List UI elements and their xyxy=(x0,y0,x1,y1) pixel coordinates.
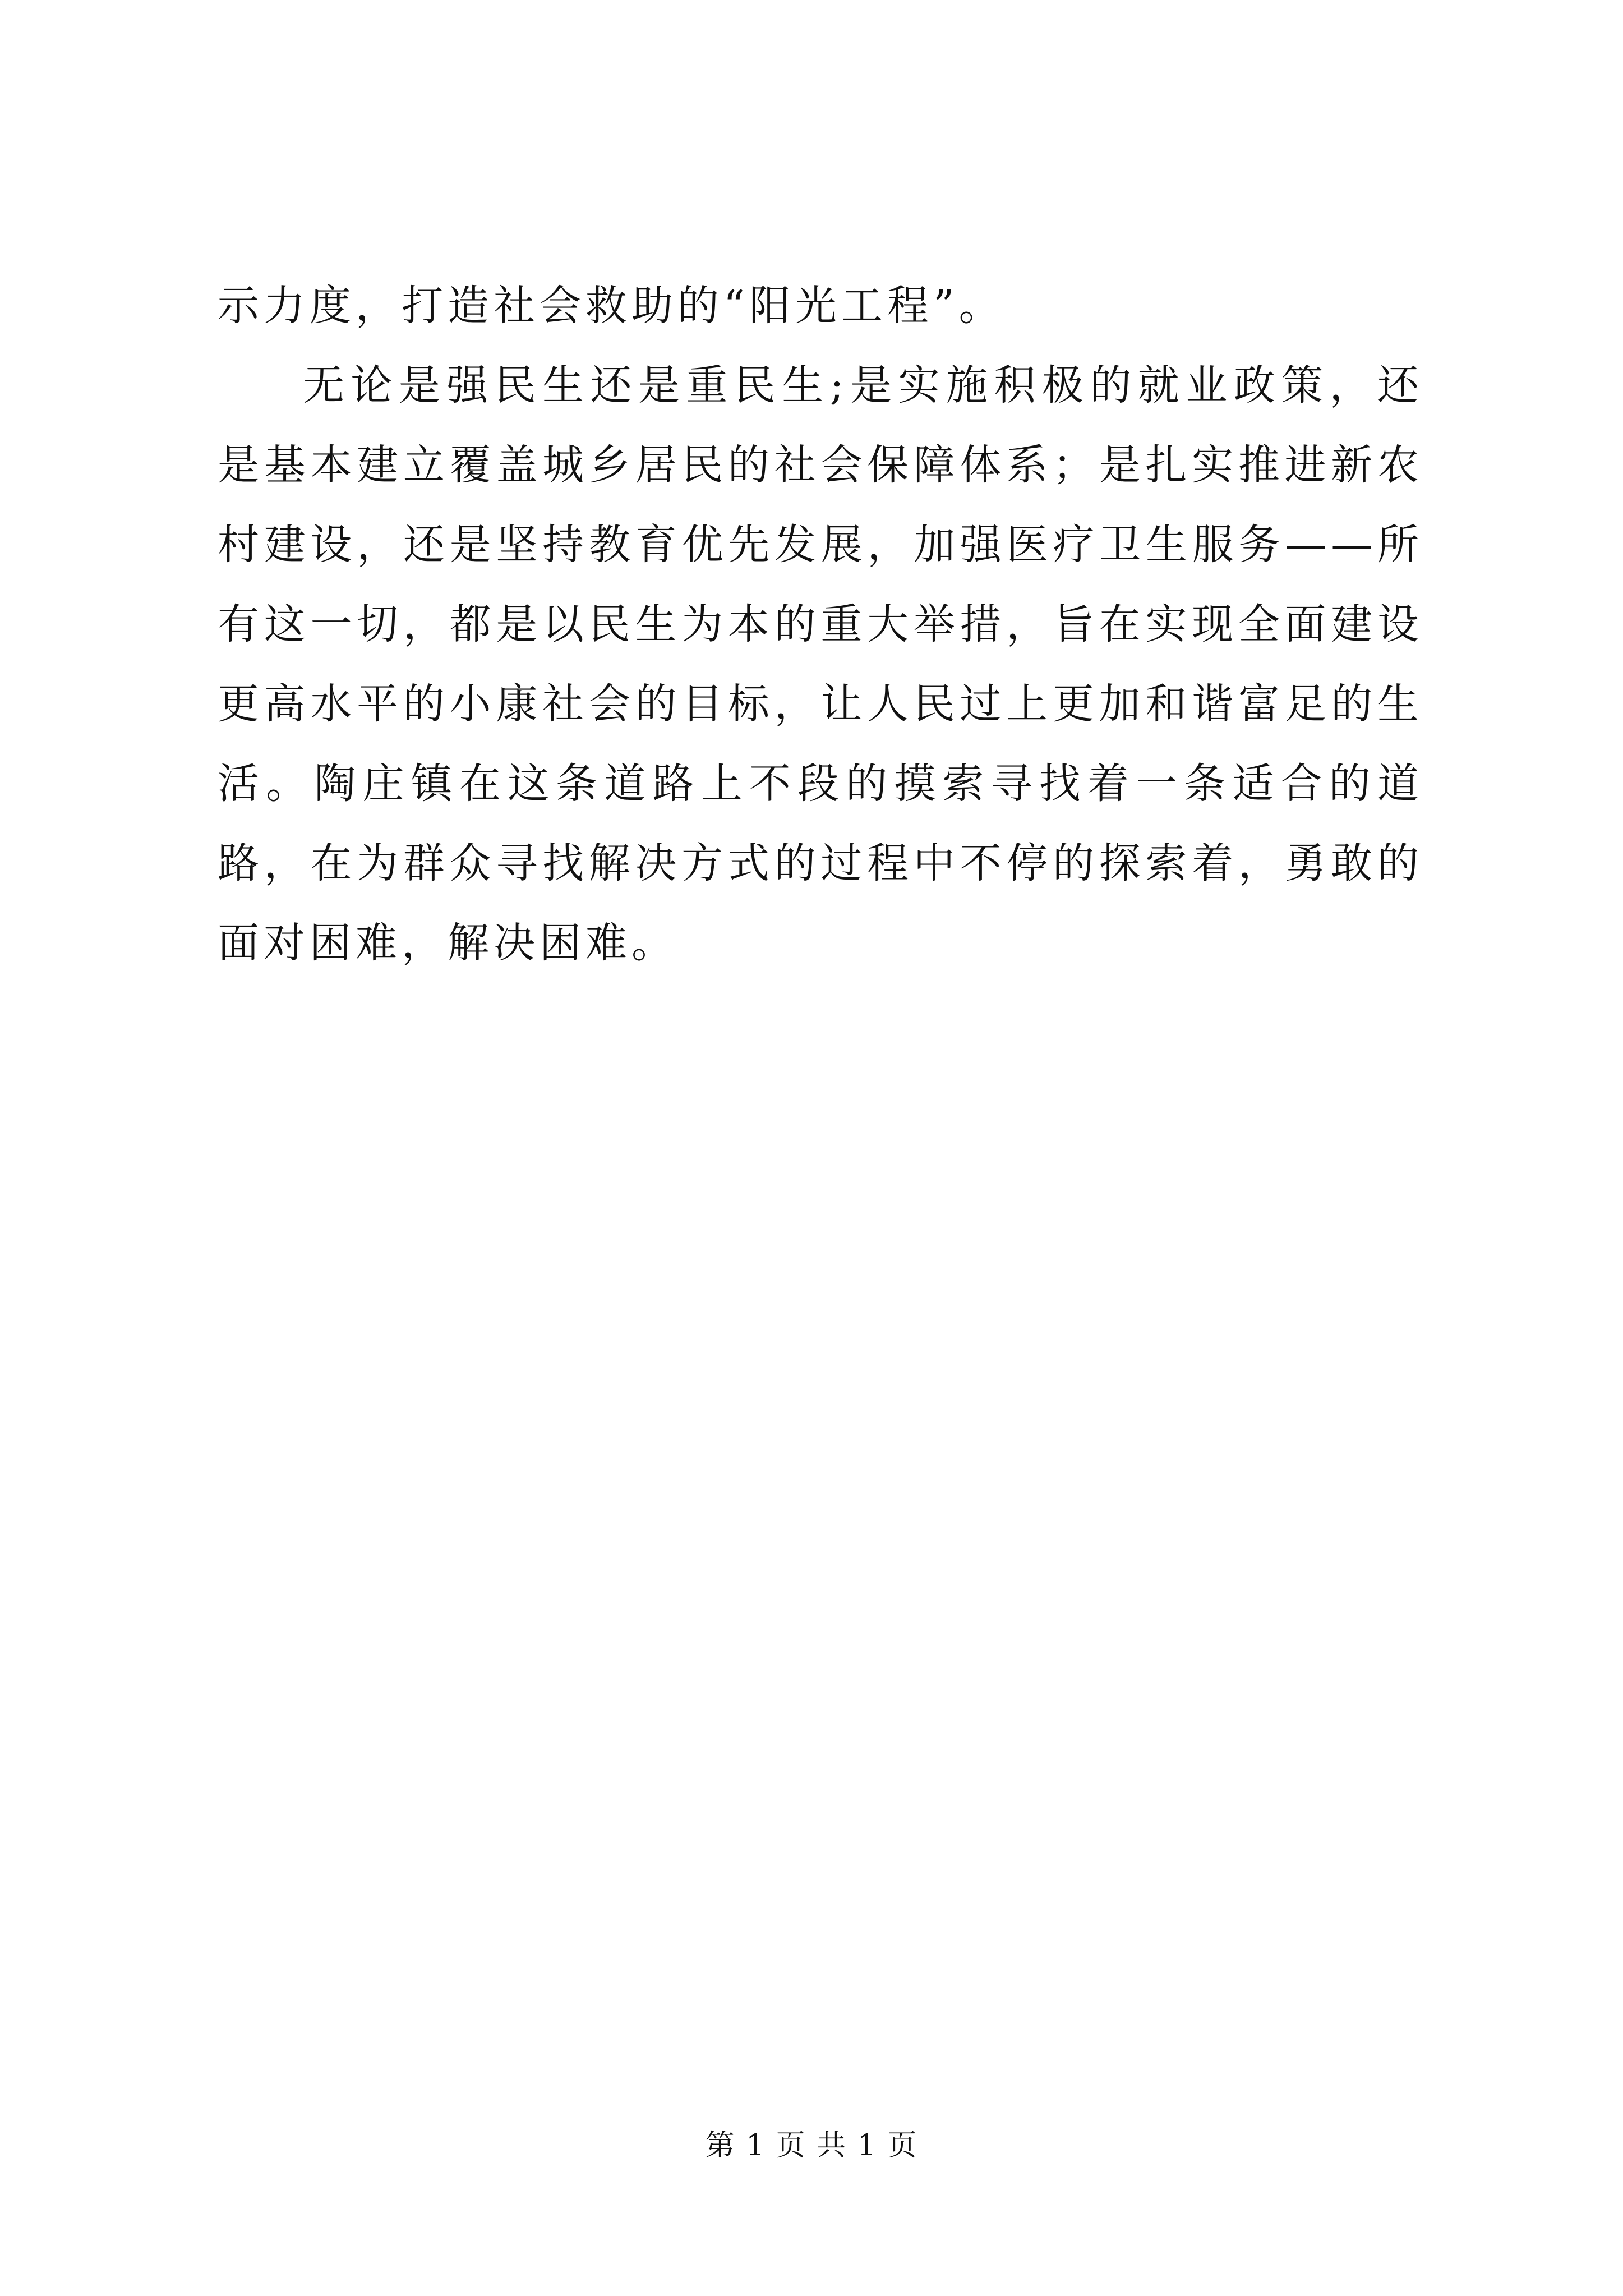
paragraph-continuation: 示力度，打造社会救助的“阳光工程”。 xyxy=(218,282,1005,330)
document-body xyxy=(218,266,1423,983)
paragraph-main: 无论是强民生还是重民生;是实施积极的就业政策，还是基本建立覆盖城乡居民的社会保障体系；是扎实推进新农村建设，还是坚持教育优先发展，加强医疗卫生服务——所有这一切，都是以民生为本的重大举措，旨在实现全面建设更高水平的小康社会的目标，让人民过上更加和谐富足的生活。陶庄镇在这条道路上不段的摸索寻找着一条适合的道路，在为群众寻找解决方式的过程中不停的探索着，勇敢的面对困难，解决困难。 xyxy=(218,361,1423,967)
page-footer: 第 1 页 共 1 页 xyxy=(705,2129,918,2162)
